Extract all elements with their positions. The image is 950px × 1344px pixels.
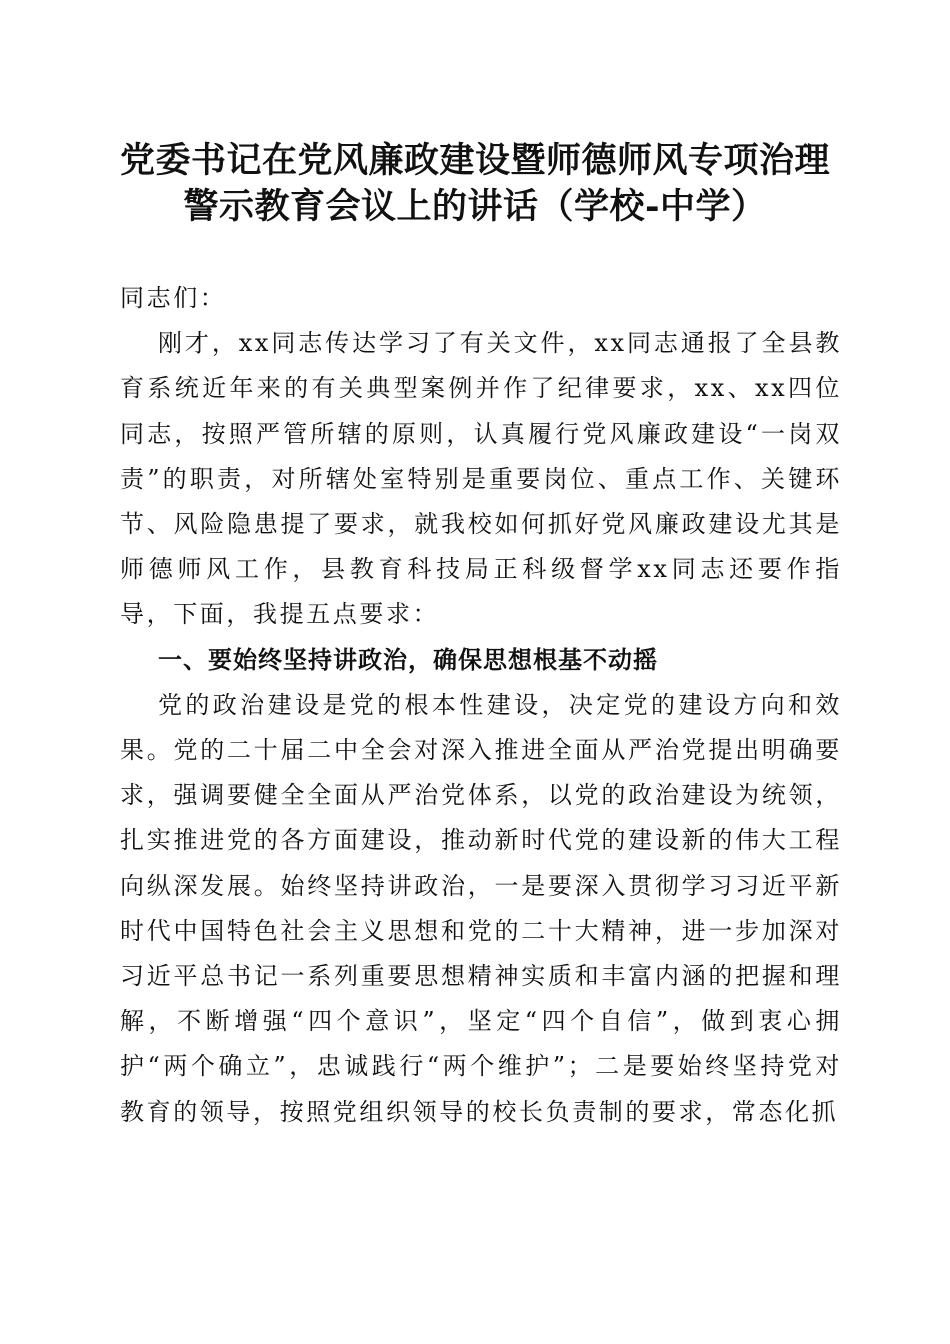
paragraph-2: 党的政治建设是党的根本性建设，决定党的建设方向和效果。党的二十届二中全会对深入推进全面从严治党提出明确要求，强调要健全全面从严治党体系，以党的政治建设为统领，扎实推进党的各方面建设，推动新时代党的建设新的伟大工程向纵深发展。始终坚持讲政治，一是要深入贯彻学习习近平新时代中国特色社会主义思想和党的二十大精神，进一步加深对习近平总书记一系列重要思想精神实质和丰富内涵的把握和理解，不断增强“四个意识”，坚定“四个自信”，做到衷心拥护“两个确立”，忠诚践行“两个维护”；二是要始终坚持党对教育的领导，按照党组织领导的校长负责制的要求，常态化抓 xyxy=(120,690,842,1126)
document-body xyxy=(120,276,842,1135)
title-line-2: 警示教育会议上的讲话（学校-中学） xyxy=(183,186,767,227)
title-line-1: 党委书记在党风廉政建设暨师德师风专项治理 xyxy=(119,140,830,181)
section-heading-1: 一、要始终坚持讲政治，确保思想根基不动摇 xyxy=(158,645,658,674)
salutation: 同志们： xyxy=(120,284,227,312)
paragraph-1: 刚才，xx同志传达学习了有关文件，xx同志通报了全县教育系统近年来的有关典型案例并作了纪律要求，xx、xx四位同志，按照严管所辖的原则，认真履行党风廉政建设“一岗双责”的职责，对所辖处室特别是重要岗位、重点工作、关键环节、风险隐患提了要求，就我校如何抓好党风廉政建设尤其是师德师风工作，县教育科技局正科级督学xx同志还要作指导，下面，我提五点要求： xyxy=(120,329,842,629)
document-title xyxy=(100,138,850,230)
